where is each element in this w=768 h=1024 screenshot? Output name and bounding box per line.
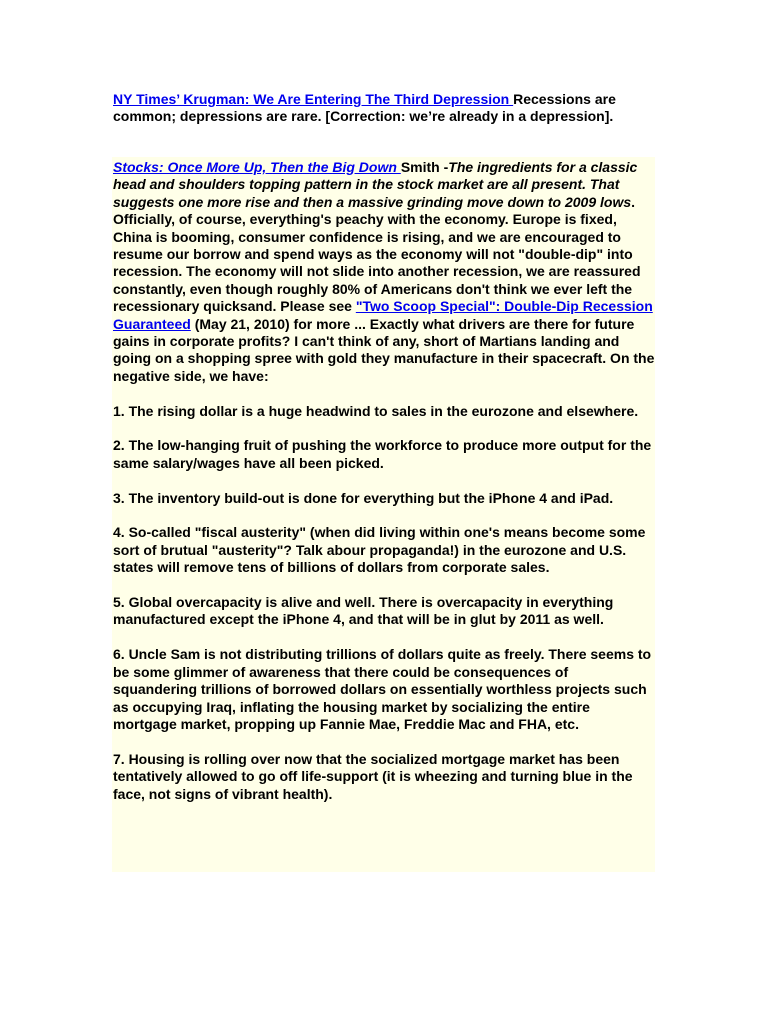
stocks-item	[112, 157, 655, 872]
krugman-article-link[interactable]: NY Times’ Krugman: We Are Entering The Third Depression	[113, 91, 514, 107]
point-3: 3. The inventory build-out is done for everything but the iPhone 4 and iPad.	[113, 489, 614, 506]
stocks-body-2: (May 21, 2010) for more ... Exactly what drivers are there for future gains in corporate profits? I can't think of any, short of Martians landing and going on a shopping spree with gold they manufacture in their spacecraft. On the negative side, we have:	[113, 315, 655, 384]
point-4: 4. So-called "fiscal austerity" (when did living within one's means become some sort of brutual "austerity"? Talk abour propaganda!) in the eurozone and U.S. states will remove tens of billions of dollars from corporate sales.	[113, 524, 646, 576]
stocks-intro-paragraph	[113, 159, 655, 385]
point-5: 5. Global overcapacity is alive and well. There is overcapacity in everything manufactured except the iPhone 4, and that will be in glut by 2011 as well.	[113, 594, 614, 628]
point-7: 7. Housing is rolling over now that the socialized mortgage market has been tentatively allowed to go off life-support (it is wheezing and turning blue in the face, not signs of vibrant health).	[113, 750, 633, 802]
point-1: 1. The rising dollar is a huge headwind to sales in the eurozone and elsewhere.	[113, 402, 639, 419]
stocks-quote: The ingredients for a classic head and shoulders topping pattern in the stock market are all present. That suggests one more rise and then a massive grinding move down to 2009 lows	[113, 159, 638, 210]
stocks-author: Smith -	[400, 159, 449, 175]
krugman-item	[113, 91, 643, 126]
point-6: 6. Uncle Sam is not distributing trillions of dollars quite as freely. There seems to be some glimmer of awareness that there could be consequences of squandering trillions of borrowed dollars on essentially worthless projects such as occupying Iraq, inflating the housing market by socializing the entire mortgage market, propping up Fannie Mae, Freddie Mac and FHA, etc.	[113, 646, 652, 732]
stocks-body-1: . Officially, of course, everything's peachy with the economy. Europe is fixed, China is booming, consumer confidence is rising, and we are encouraged to resume our borrow and spend ways as the economy will not "double-dip" into recession. The economy will not slide into another recession, we are reassured constantly, even though roughly 80% of Americans don't think we ever left the recessionary quicksand. Please see	[113, 193, 641, 315]
point-2: 2. The low-hanging fruit of pushing the workforce to produce more output for the same salary/wages have all been picked.	[113, 437, 652, 471]
krugman-item-text: Recessions are common; depressions are rare. [Correction: we’re already in a depression].	[113, 91, 616, 125]
stocks-article-link[interactable]: Stocks: Once More Up, Then the Big Down	[113, 159, 401, 175]
two-scoop-special-link[interactable]: "Two Scoop Special": Double-Dip Recession Guaranteed	[113, 298, 653, 332]
